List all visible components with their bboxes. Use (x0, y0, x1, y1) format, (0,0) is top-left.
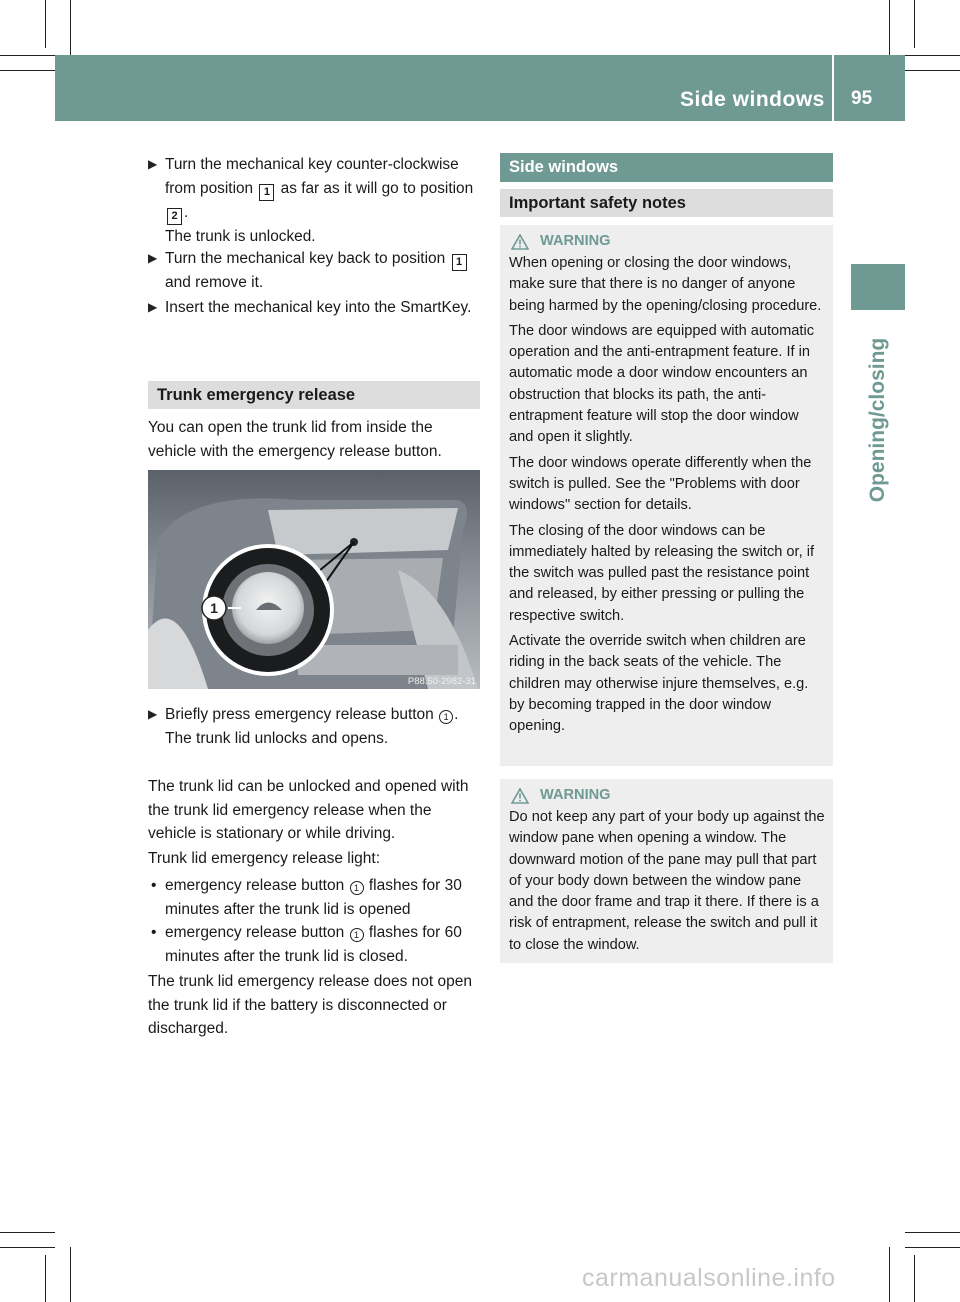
callout-marker-icon: 1 (350, 928, 364, 942)
bullet-item (148, 874, 483, 921)
bullet-marker-icon: • (151, 877, 157, 894)
warning-paragraph: The closing of the door windows can be immediately halted by releasing the switch or, if the switch was pulled past the resistance point and released, by either pressing or pulling the respective switch. (509, 522, 814, 624)
intro-paragraph: You can open the trunk lid from inside the vehicle with the emergency release button. (148, 419, 442, 460)
step-text: Turn the mechanical key counter-clockwise from position (165, 156, 459, 197)
section-heading: Trunk emergency release (148, 381, 480, 409)
warning-label: WARNING (540, 233, 611, 249)
crop-mark (889, 0, 890, 55)
crop-mark (0, 55, 55, 56)
crop-mark (0, 1232, 55, 1233)
warning-triangle-icon (511, 788, 529, 804)
position-key-icon: 1 (452, 254, 467, 271)
step-arrow-icon: ▶ (148, 707, 158, 721)
step-result: The trunk is unlocked. (165, 227, 316, 245)
warning-label: WARNING (540, 787, 611, 803)
figure-code: P88.50-2982-31 (407, 676, 476, 687)
chapter-tab (851, 264, 905, 310)
step-arrow-icon: ▶ (148, 251, 158, 265)
warning-triangle-icon (511, 234, 529, 250)
position-key-icon: 2 (167, 208, 182, 225)
warning-paragraph: The door windows are equipped with automatic operation and the anti-entrapment feature. If in automatic mode a door window encounters an obstruction that blocks its path, the anti-entrapment feature will stop the door window and open it slightly. (509, 322, 815, 446)
trunk-release-photo (148, 470, 480, 689)
body-paragraph: The trunk lid emergency release does not open the trunk lid if the battery is disconnected or discharged. (148, 973, 472, 1037)
step-text: . (184, 203, 189, 221)
page-number: 95 (851, 88, 873, 109)
step-arrow-icon: ▶ (148, 157, 158, 171)
crop-mark (70, 0, 71, 55)
crop-mark (70, 1247, 71, 1302)
crop-mark (914, 0, 915, 48)
chapter-label: Opening/closing (866, 337, 889, 503)
header-divider (832, 55, 834, 121)
subsection-heading: Important safety notes (500, 189, 833, 217)
body-paragraph: The trunk lid can be unlocked and opened with the trunk lid emergency release when the vehicle is stationary or while driving. (148, 778, 469, 842)
footer-watermark[interactable]: carmanualsonline.info (582, 1264, 836, 1292)
crop-mark (45, 1255, 46, 1302)
crop-mark (914, 1255, 915, 1302)
step-arrow-icon: ▶ (148, 300, 158, 314)
bullet-item (148, 921, 483, 968)
crop-mark (905, 1232, 960, 1233)
warning-paragraph: When opening or closing the door windows, make sure that there is no danger of anyone being harmed by the opening/closing procedure. (509, 255, 822, 314)
warning-box (500, 779, 833, 963)
step-text: Insert the mechanical key into the SmartKey. (165, 299, 472, 316)
callout-marker-icon: 1 (350, 881, 364, 895)
section-heading: Side windows (500, 153, 833, 182)
bullet-text: flashes for 60 minutes after the trunk lid is closed. (165, 924, 462, 965)
bullet-text: flashes for 30 minutes after the trunk lid is opened (165, 877, 462, 918)
crop-mark (905, 55, 960, 56)
warning-paragraph: Activate the override switch when children are riding in the back seats of the vehicle. The children may otherwise injure themselves, e.g. by becoming trapped in the door window opening. (509, 633, 809, 735)
crop-mark (0, 70, 55, 71)
position-key-icon: 1 (259, 184, 274, 201)
step-text: . (454, 706, 459, 723)
crop-mark (0, 1247, 55, 1248)
body-paragraph: Trunk lid emergency release light: (148, 850, 381, 867)
step-text: as far as it will go to position (276, 179, 474, 197)
step-text: Briefly press emergency release button (165, 706, 439, 723)
callout-marker-icon: 1 (439, 710, 453, 724)
warning-box (500, 225, 833, 766)
warning-paragraph: The door windows operate differently when the switch is pulled. See the "Problems with door windows" section for details. (509, 454, 812, 514)
crop-mark (45, 0, 46, 48)
step-text: Turn the mechanical key back to position (165, 250, 450, 267)
step-result: The trunk lid unlocks and opens. (165, 729, 389, 747)
page-header-title: Side windows (680, 88, 825, 111)
trunk-illustration (148, 470, 480, 689)
crop-mark (905, 70, 960, 71)
bullet-text: emergency release button (165, 924, 349, 941)
warning-paragraph: Do not keep any part of your body up against the window pane when opening a window. The downward motion of the pane may pull that part of your body down between the window pane and the door frame and trap it there. If there is a risk of entrapment, release the switch and pull it to close the window. (509, 809, 825, 953)
crop-mark (889, 1247, 890, 1302)
crop-mark (905, 1247, 960, 1248)
bullet-text: emergency release button (165, 877, 349, 894)
bullet-marker-icon: • (151, 924, 157, 941)
figure-callout-label: 1 (210, 600, 218, 616)
step-text: and remove it. (165, 274, 264, 291)
